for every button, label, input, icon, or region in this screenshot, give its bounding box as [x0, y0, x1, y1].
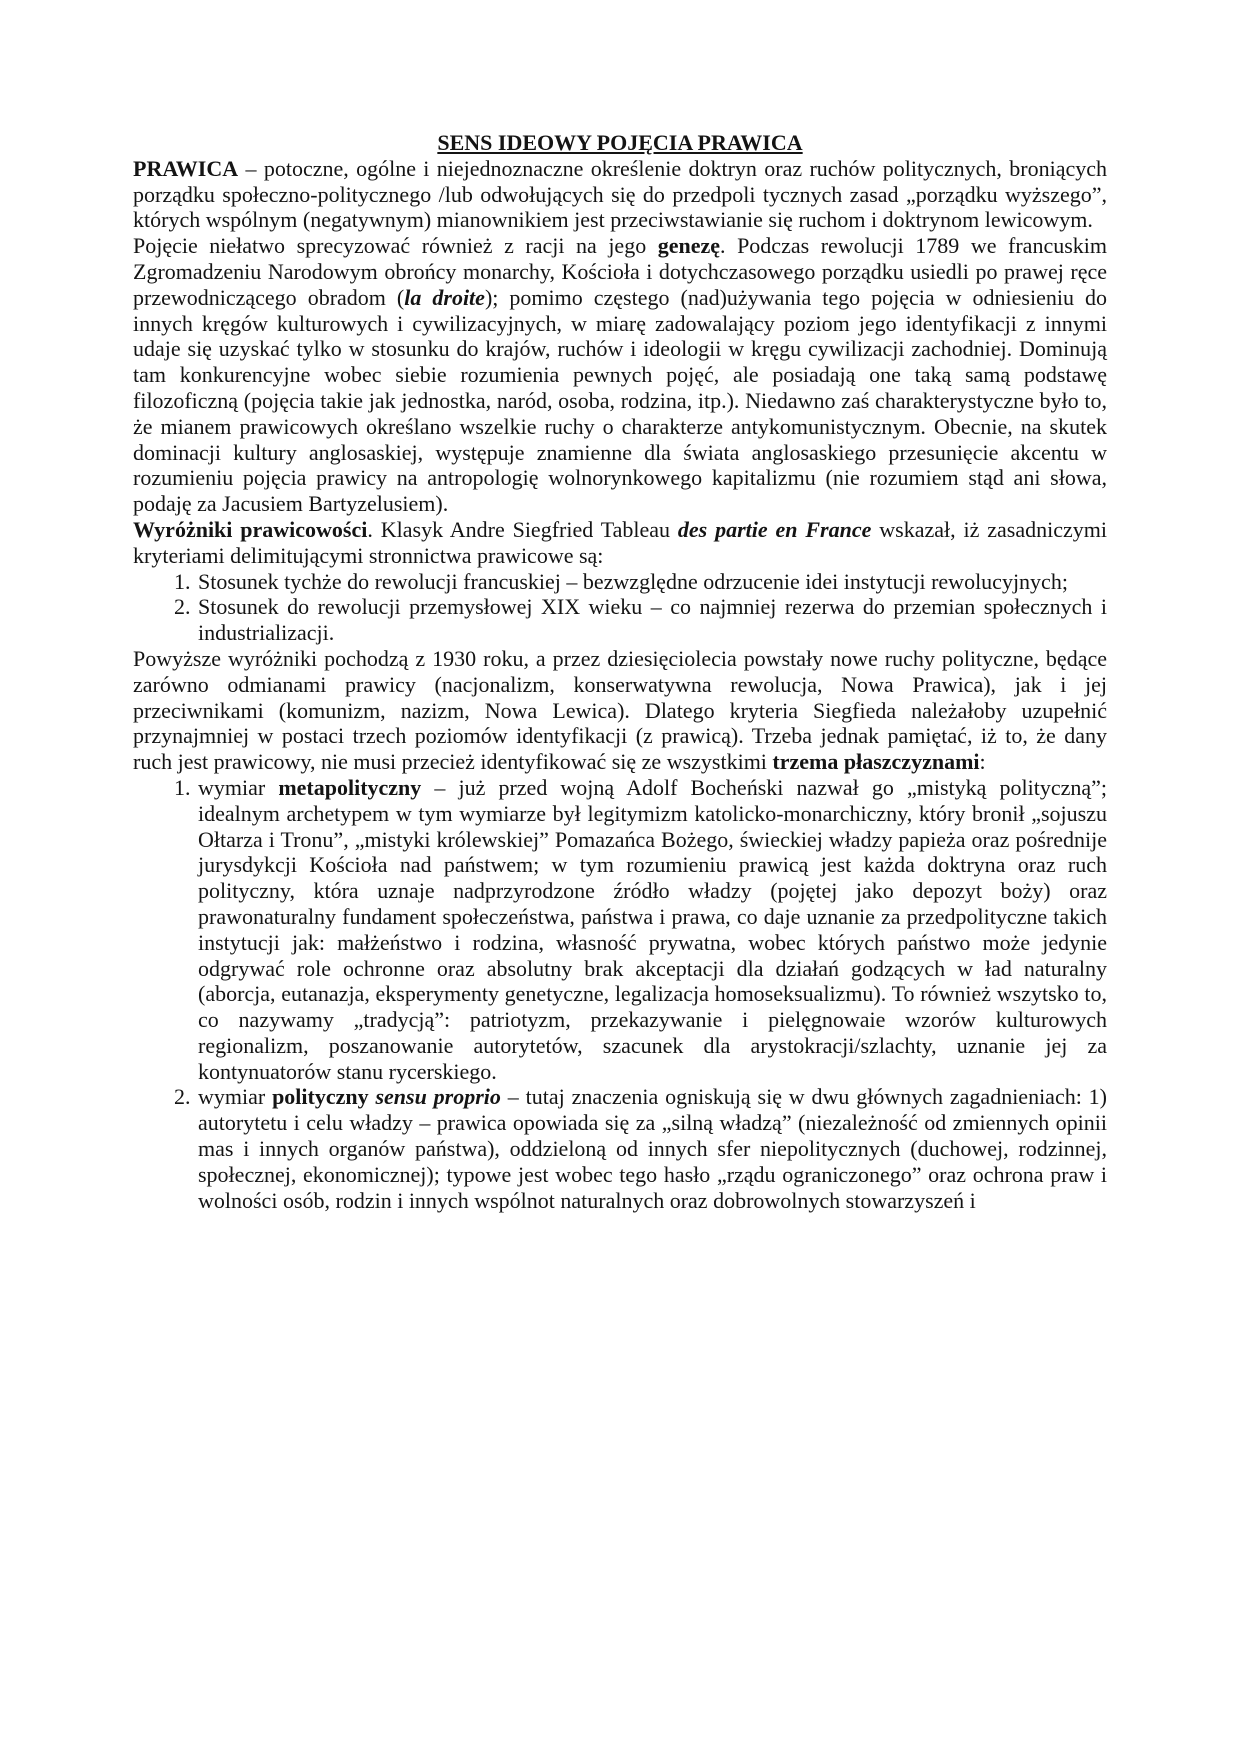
numbered-list: [133, 775, 1107, 1214]
text-run-bi: des partie en France: [677, 516, 872, 542]
text-run-bi: la droite: [404, 284, 485, 310]
list-item: [196, 775, 1107, 1085]
text-run: :: [979, 749, 986, 775]
text-run-b: PRAWICA: [133, 155, 239, 181]
list-item: [196, 569, 1107, 595]
paragraph: [133, 233, 1107, 517]
document-body: [133, 156, 1107, 1214]
text-run-b: Wyróżniki prawicowości: [133, 516, 368, 542]
text-run: Stosunek do rewolucji przemysłowej XIX wieku – co najmniej rezerwa do przemian społecznych i industrializacji.: [198, 594, 1107, 646]
paragraph: [133, 646, 1107, 775]
text-run: Powyższe wyróżniki pochodzą z 1930 roku, a przez dziesięciolecia powstały nowe ruchy polityczne, będące zarówno odmianami prawicy (nacjonalizm, konserwatywna rewolucja, Nowa Prawica), jak i jej przeciwnikami (komunizm, nazizm, Nowa Lewica). Dlatego kryteria Siegfieda należałoby uzupełnić przynajmniej w postaci trzech poziomów identyfikacji (z prawicą). Trzeba jednak pamiętać, iż to, że dany ruch jest prawicowy, nie musi przecież identyfikować się ze wszystkimi: [133, 645, 1107, 775]
numbered-list: [133, 569, 1107, 646]
text-run: wymiar: [198, 774, 279, 800]
list-item: [196, 1084, 1107, 1213]
text-run: . Klasyk Andre Siegfried Tableau: [367, 516, 678, 542]
text-run-b: trzema płaszczyznami: [772, 749, 980, 775]
paragraph: [133, 156, 1107, 233]
text-run: Pojęcie niełatwo sprecyzować również z racji na jego: [133, 233, 658, 259]
text-run: Stosunek tychże do rewolucji francuskiej – bezwzględne odrzucenie idei instytucji rewolucyjnych;: [198, 568, 1068, 594]
text-run: – już przed wojną Adolf Bocheński nazwał go „mistyką polityczną”; idealnym archetypem w tym wymiarze był legitymizm katolicko-monarchiczny, który bronił „sojuszu Ołtarza i Tronu”, „mistyki królewskiej” Pomazańca Bożego, świeckiej władzy papieża oraz pośrednije jurysdykcji Kościoła nad państwem; w tym rozumieniu prawicą jest każda doktryna oraz ruch polityczny, która uznaje nadprzyrodzone źródło władzy (pojętej jako depozyt boży) oraz prawonaturalny fundament społeczeństwa, państwa i prawa, co daje uznanie za przedpolityczne takich instytucji jak: małżeństwo i rodzina, własność prywatna, wobec których państwo może jedynie odgrywać role ochronne oraz absolutny brak akceptacji dla działań godzących w ład naturalny (aborcja, eutanazja, eksperymenty genetyczne, legalizacja homoseksualizmu). To również wszytsko to, co nazywamy „tradycją”: patriotyzm, przekazywanie i pielęgnowaie wzorów kulturowych regionalizm, poszanowanie autorytetów, szacunek dla arystokracji/szlachty, uznanie jej za kontynuatorów stanu rycerskiego.: [198, 774, 1108, 1084]
paragraph: [133, 517, 1107, 569]
text-run: wymiar: [198, 1084, 273, 1110]
list-item: [196, 594, 1107, 646]
text-run: wskazał, iż zasadniczymi kryteriami delimitującymi stronnictwa prawicowe są:: [133, 516, 1107, 568]
text-run: . Podczas rewolucji 1789 we francuskim Zgromadzeniu Narodowym obrońcy monarchy, Kościoła i dotychczasowego porządku usiedli po prawej ręce przewodniczącego obradom (: [133, 233, 1107, 310]
text-run-bi: sensu proprio: [375, 1084, 501, 1110]
text-run: – potoczne, ogólne i niejednoznaczne określenie doktryn oraz ruchów politycznych, broniących porządku społeczno-politycznego /lub odwołujących się do przedpoli tycznych zasad „porządku wyższego”, których wspólnym (negatywnym) mianownikiem jest przeciwstawianie się ruchom i doktrynom lewicowym.: [133, 155, 1107, 233]
text-run: ); pomimo częstego (nad)używania tego pojęcia w odniesieniu do innych kręgów kulturowych i cywilizacyjnych, w miarę zadowalający poziom jego identyfikacji z innymi udaje się uzyskać tylko w stosunku do krajów, ruchów i ideologii w kręgu cywilizacji zachodniej. Dominują tam konkurencyjne wobec siebie rozumienia pewnych pojęć, ale posiadają one taką samą podstawę filozoficzną (pojęcia takie jak jednostka, naród, osoba, rodzina, itp.). Niedawno zaś charakterystyczne było to, że mianem prawicowych określano wszelkie ruchy o charakterze antykomunistycznym. Obecnie, na skutek dominacji kultury anglosaskiej, występuje znamienne dla świata anglosaskiego przesunięcie akcentu w rozumieniu pojęcia prawicy na antropologię wolnorynkowego kapitalizmu (nie rozumiem stąd ani słowa, podaję za Jacusiem Bartyzelusiem).: [133, 284, 1107, 517]
text-run-b: metapolityczny: [278, 774, 422, 800]
text-run: – tutaj znaczenia ogniskują się w dwu głównych zagadnieniach: 1) autorytetu i celu władzy – prawica opowiada się za „silną władzą” (niezależność od zmiennych opinii mas i innych organów państwa), oddzieloną od innych sfer niepolitycznych (duchowej, rodzinnej, społecznej, ekonomicznej); typowe jest wobec tego hasło „rządu ograniczonego” oraz ochrona praw i wolności osób, rodzin i innych wspólnot naturalnych oraz dobrowolnych stowarzyszeń i: [198, 1084, 1108, 1213]
text-run-b: polityczny: [272, 1084, 376, 1110]
text-run-b: genezę: [657, 233, 721, 259]
document-title: SENS IDEOWY POJĘCIA PRAWICA: [437, 130, 803, 155]
